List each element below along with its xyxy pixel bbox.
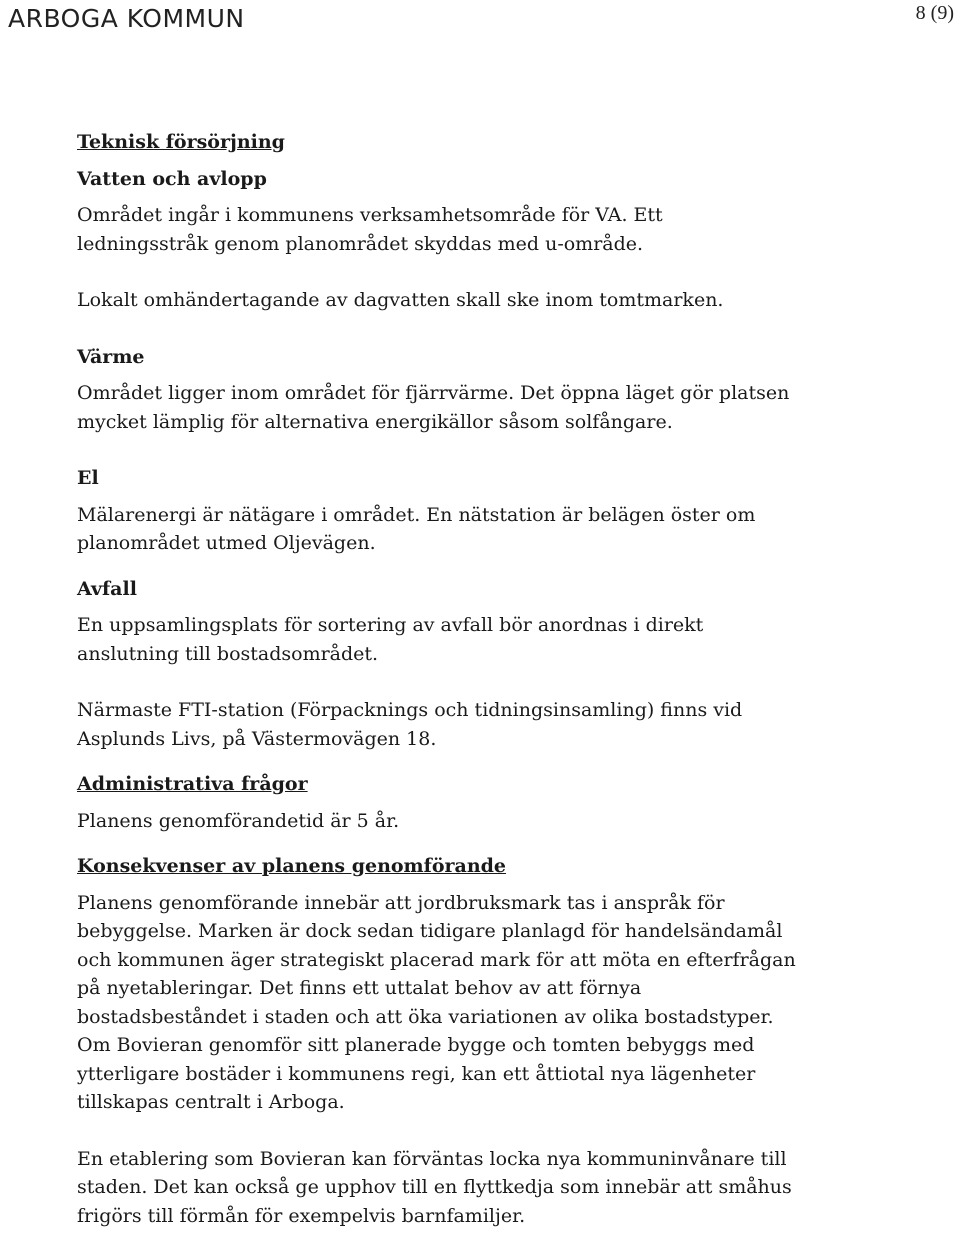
paragraph-varme-line-1: Området ligger inom området för fjärrvärme. Det öppna läget gör platsen <box>77 382 790 404</box>
paragraph-fti-line-1: Närmaste FTI-station (Förpacknings och tidningsinsamling) finns vid <box>77 699 743 721</box>
paragraph-dagvatten: Lokalt omhändertagande av dagvatten skall ske inom tomtmarken. <box>77 289 724 311</box>
paragraph-avfall-line-1: En uppsamlingsplats för sortering av avfall bör anordnas i direkt <box>77 614 704 636</box>
heading-konsekvenser: Konsekvenser av planens genomförande <box>77 855 507 877</box>
paragraph-genomforandetid: Planens genomförandetid är 5 år. <box>77 809 400 832</box>
paragraph-el-line-2: planområdet utmed Oljevägen. <box>77 532 376 554</box>
paragraph-konsekvenser-line-5: bostadsbeståndet i staden och att öka variationen av olika bostadstyper. <box>77 1005 774 1028</box>
paragraph-konsekvenser-line-4: på nyetableringar. Det finns ett uttalat behov av att förnya <box>77 977 642 999</box>
paragraph-konsekvenser-line-7: ytterligare bostäder i kommunens regi, kan ett åttiotal nya lägenheter <box>77 1062 756 1085</box>
paragraph-konsekvenser-line-3: och kommunen äger strategiskt placerad mark för att möta en efterfrågan <box>77 948 796 971</box>
heading-varme: Värme <box>77 345 145 368</box>
paragraph-avfall-line-2: anslutning till bostadsområdet. <box>77 642 379 665</box>
paragraph-etablering-line-2: staden. Det kan också ge upphov till en flyttkedja som innebär att småhus <box>77 1176 792 1198</box>
paragraph-etablering-line-1: En etablering som Bovieran kan förväntas locka nya kommuninvånare till <box>77 1147 787 1170</box>
paragraph-konsekvenser-line-1: Planens genomförande innebär att jordbruksmark tas i anspråk för <box>77 891 725 914</box>
paragraph-vatten-line-2: ledningsstråk genom planområdet skyddas med u-område. <box>77 232 644 255</box>
paragraph-el-line-1: Mälarenergi är nätägare i området. En nätstation är belägen öster om <box>77 503 756 526</box>
paragraph-konsekvenser-line-8: tillskapas centralt i Arboga. <box>77 1091 345 1113</box>
heading-teknisk-forsorjning: Teknisk försörjning <box>77 131 285 153</box>
logo-arboga-kommun: ARBOGA KOMMUN <box>8 4 245 33</box>
heading-vatten-och-avlopp: Vatten och avlopp <box>77 167 267 190</box>
paragraph-etablering-line-3: frigörs till förmån för exempelvis barnfamiljer. <box>77 1204 526 1227</box>
heading-avfall: Avfall <box>77 577 137 600</box>
paragraph-vatten-line-1: Området ingår i kommunens verksamhetsområde för VA. Ett <box>77 204 663 226</box>
page-number: 8 (9) <box>915 2 954 24</box>
paragraph-konsekvenser-line-2: bebyggelse. Marken är dock sedan tidigare planlagd för handelsändamål <box>77 920 783 942</box>
document-body <box>77 128 937 1230</box>
paragraph-fti-line-2: Asplunds Livs, på Västermovägen 18. <box>77 727 437 750</box>
paragraph-varme-line-2: mycket lämplig för alternativa energikällor såsom solfångare. <box>77 410 673 433</box>
heading-el: El <box>77 467 99 489</box>
heading-administrativa-fragor: Administrativa frågor <box>77 773 308 795</box>
paragraph-konsekvenser-line-6: Om Bovieran genomför sitt planerade bygge och tomten bebyggs med <box>77 1034 755 1056</box>
